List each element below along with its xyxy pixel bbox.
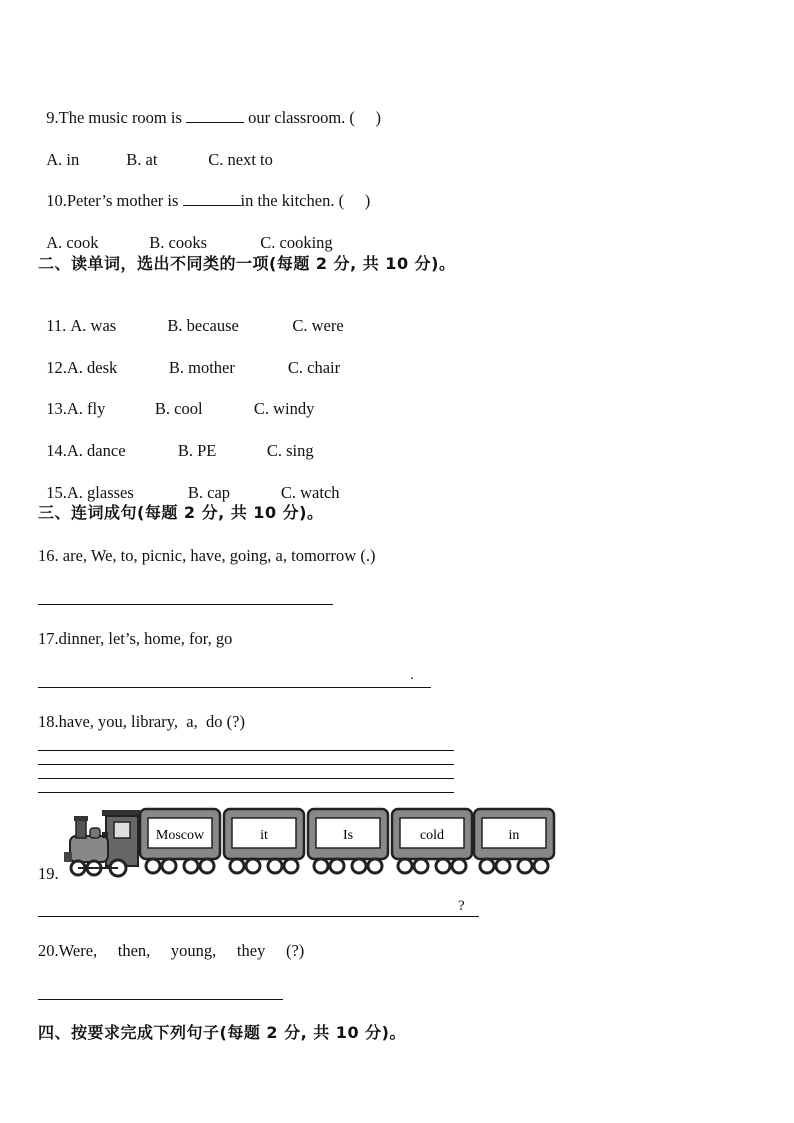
answer-blank[interactable] <box>183 191 241 206</box>
train-car-3 <box>308 809 388 873</box>
question-9: 9.The music room is our classroom. ( ) <box>46 108 382 127</box>
word-card-2[interactable]: it <box>260 828 268 843</box>
train-car-4 <box>392 809 472 873</box>
question-10-options <box>38 213 333 253</box>
question-12: 12.A. desk B. mother C. chair <box>46 358 341 377</box>
question-18: 18.have, you, library, a, do (?) <box>38 712 245 731</box>
option-a[interactable]: A. desk <box>66 358 118 377</box>
word-card-4[interactable]: cold <box>419 828 445 843</box>
option-b[interactable]: B. cap <box>187 483 231 502</box>
answer-line-3[interactable] <box>38 778 454 779</box>
option-c[interactable]: C. watch <box>280 483 340 502</box>
question-17: 17.dinner, let’s, home, for, go <box>38 629 233 648</box>
answer-period: . <box>410 667 414 683</box>
option-a[interactable]: A. glasses <box>66 483 134 502</box>
question-16: 16. are, We, to, picnic, have, going, a, tomorrow (.) <box>38 546 376 565</box>
answer-line[interactable] <box>38 687 431 688</box>
train-car-5 <box>474 809 554 873</box>
option-b[interactable]: B. cooks <box>149 233 207 252</box>
option-a[interactable]: A. fly <box>66 399 106 418</box>
train-illustration <box>62 806 558 882</box>
option-c[interactable]: C. sing <box>266 441 314 460</box>
answer-line[interactable] <box>38 604 333 605</box>
option-a[interactable]: A. cook <box>46 233 99 252</box>
option-b[interactable]: B. mother <box>168 358 235 377</box>
question-19-number: 19. <box>38 864 59 883</box>
question-20: 20.Were, then, young, they (?) <box>38 941 305 960</box>
question-14: 14.A. dance B. PE C. sing <box>46 441 314 460</box>
answer-question-mark: ? <box>458 898 465 914</box>
question-11: 11. A. was B. because C. were <box>46 316 344 335</box>
answer-line-4[interactable] <box>38 792 454 793</box>
section-2-heading: 二、读单词，选出不同类的一项(每题 2 分, 共 10 分)。 <box>38 254 456 273</box>
option-b[interactable]: B. because <box>167 316 239 335</box>
question-15: 15.A. glasses B. cap C. watch <box>46 483 340 502</box>
answer-line-1[interactable] <box>38 750 454 751</box>
question-9-options <box>38 130 273 170</box>
train-car-1 <box>140 809 220 873</box>
option-b[interactable]: B. PE <box>177 441 217 460</box>
section-3-heading: 三、连词成句(每题 2 分, 共 10 分)。 <box>38 503 324 522</box>
option-c[interactable]: C. windy <box>253 399 315 418</box>
answer-line[interactable] <box>38 999 283 1000</box>
option-c[interactable]: C. cooking <box>260 233 333 252</box>
question-13: 13.A. fly B. cool C. windy <box>46 399 315 418</box>
option-c[interactable]: C. next to <box>208 150 273 169</box>
option-b[interactable]: B. at <box>126 150 158 169</box>
option-c[interactable]: C. were <box>292 316 344 335</box>
answer-line-2[interactable] <box>38 764 454 765</box>
answer-blank[interactable] <box>186 108 244 123</box>
word-card-1[interactable]: Moscow <box>155 828 205 843</box>
answer-line[interactable] <box>38 916 479 917</box>
option-c[interactable]: C. chair <box>287 358 341 377</box>
option-a[interactable]: A. in <box>46 150 80 169</box>
locomotive-icon <box>64 810 140 876</box>
option-a[interactable]: A. dance <box>66 441 126 460</box>
train-car-2 <box>224 809 304 873</box>
word-card-5[interactable]: in <box>508 828 520 843</box>
option-b[interactable]: B. cool <box>154 399 203 418</box>
option-a[interactable]: A. was <box>70 316 117 335</box>
question-10: 10.Peter’s mother is in the kitchen. ( ) <box>46 191 371 210</box>
word-card-3[interactable]: Is <box>342 828 354 843</box>
section-4-heading: 四、按要求完成下列句子(每题 2 分, 共 10 分)。 <box>38 1023 406 1042</box>
